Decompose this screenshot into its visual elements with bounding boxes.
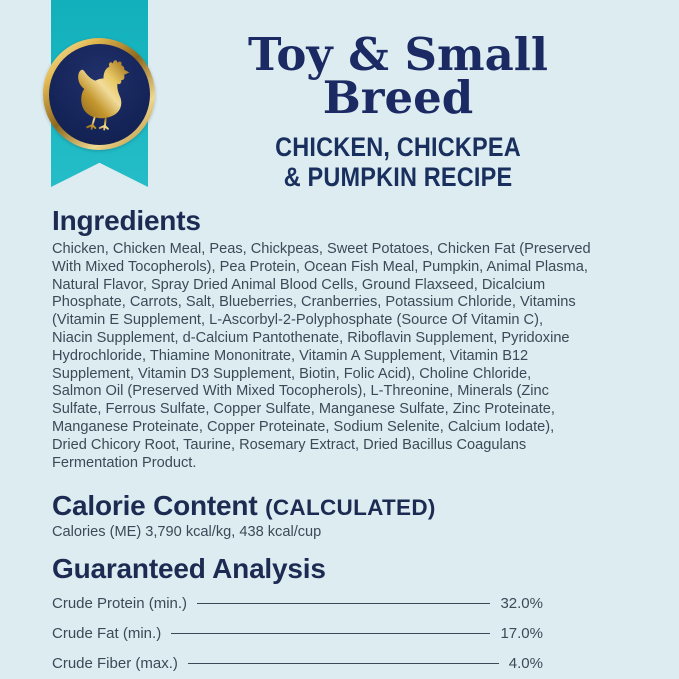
recipe-subtitle	[181, 132, 616, 192]
header	[148, 28, 648, 192]
calorie-content-qualifier: (CALCULATED)	[265, 495, 436, 520]
ingredients-line: Manganese Proteinate, Copper Proteinate, Sodium Selenite, Calcium Iodate),	[52, 418, 555, 435]
ingredients-text	[52, 241, 652, 472]
ingredients-line: Chicken, Chicken Meal, Peas, Chickpeas, Sweet Potatoes, Chicken Fat (Preserved	[52, 241, 591, 257]
table-row	[52, 618, 543, 648]
leader-line	[171, 633, 490, 634]
ingredients-heading: Ingredients	[52, 205, 201, 236]
ingredients-line: Supplement, Vitamin D3 Supplement, Biotin, Folic Acid), Choline Chloride,	[52, 365, 532, 382]
analysis-value: 32.0%	[500, 594, 543, 612]
leader-line	[197, 603, 490, 604]
guaranteed-analysis-heading: Guaranteed Analysis	[52, 553, 326, 584]
ingredients-line: Niacin Supplement, d-Calcium Pantothenate, Riboflavin Supplement, Pyridoxine	[52, 329, 570, 346]
analysis-label: Crude Fiber (max.)	[52, 654, 178, 672]
ingredients-line: Fermentation Product.	[52, 454, 197, 471]
ingredients-line: With Mixed Tocopherols), Pea Protein, Ocean Fish Meal, Pumpkin, Animal Plasma,	[52, 258, 588, 275]
medallion-disc	[49, 44, 150, 145]
calorie-content-value: Calories (ME) 3,790 kcal/kg, 438 kcal/cup	[52, 524, 322, 540]
table-row	[52, 588, 543, 618]
ingredients-line: Phosphate, Carrots, Salt, Blueberries, Cranberries, Potassium Chloride, Vitamins	[52, 294, 576, 311]
medallion-badge	[43, 38, 155, 150]
product-title-line1: Toy & Small	[248, 28, 548, 81]
product-title-line2: Breed	[322, 71, 474, 124]
ingredients-line: Dried Chicory Root, Taurine, Rosemary Extract, Dried Bacillus Coagulans	[52, 436, 527, 453]
analysis-label: Crude Fat (min.)	[52, 624, 162, 642]
recipe-subtitle-line2: & PUMPKIN RECIPE	[283, 162, 513, 192]
ingredients-line: Salmon Oil (Preserved With Mixed Tocopherols), L-Threonine, Minerals (Zinc	[52, 383, 549, 400]
ingredients-line: (Vitamin E Supplement, L-Ascorbyl-2-Polyphosphate (Source Of Vitamin C),	[52, 312, 543, 329]
product-title	[148, 28, 648, 124]
recipe-subtitle-line1: CHICKEN, CHICKPEA	[275, 132, 521, 162]
analysis-value: 17.0%	[500, 624, 543, 642]
calorie-content-title: Calorie Content	[52, 490, 258, 521]
ingredients-line: Sulfate, Ferrous Sulfate, Copper Sulfate, Manganese Sulfate, Zinc Proteinate,	[52, 401, 555, 418]
analysis-value: 4.0%	[508, 654, 543, 672]
guaranteed-analysis-table	[52, 588, 543, 678]
table-row	[52, 648, 543, 678]
ingredients-line: Hydrochloride, Thiamine Mononitrate, Vitamin A Supplement, Vitamin B12	[52, 347, 529, 364]
hen-icon	[62, 57, 136, 131]
calorie-content-heading	[52, 489, 436, 525]
ingredients-line: Natural Flavor, Spray Dried Animal Blood Cells, Ground Flaxseed, Dicalcium	[52, 276, 546, 293]
leader-line	[188, 663, 499, 664]
analysis-label: Crude Protein (min.)	[52, 594, 188, 612]
